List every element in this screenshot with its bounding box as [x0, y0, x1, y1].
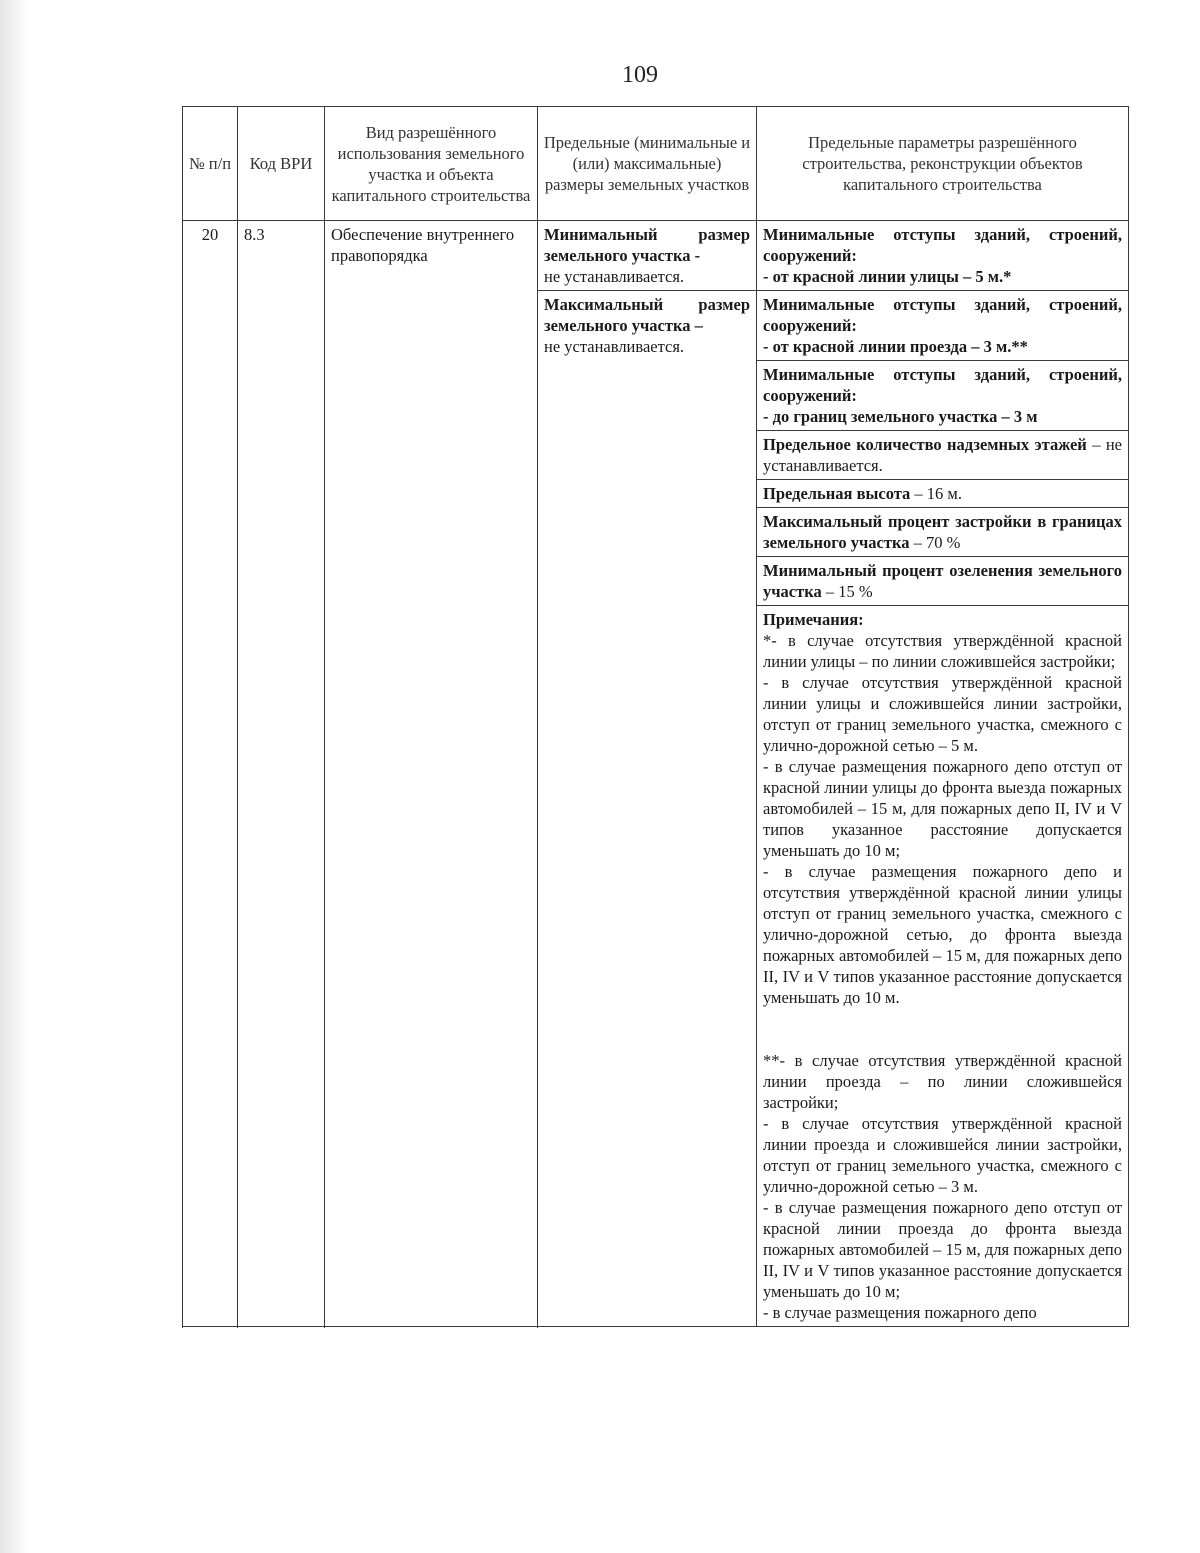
param-setback-plot-line1: Минимальные отступы зданий, строений, сооружений:: [763, 365, 1122, 405]
note-6: - в случае отсутствия утверждённой красной линии проезда и сложившейся линии застройки, отступ от границ земельного участка, смежного с улично-дорожной сетью – 3 м.: [763, 1114, 1122, 1196]
param-height-label: Предельная высота: [763, 484, 911, 503]
param-height: [757, 480, 1129, 508]
max-plot-size-title: Максимальный размер земельного участка –: [544, 295, 750, 335]
max-plot-size-cell: [538, 291, 757, 1327]
note-2: - в случае отсутствия утверждённой красной линии улицы и сложившейся линии застройки, отступ от границ земельного участка, смежного с улично-дорожной сетью – 5 м.: [763, 673, 1122, 755]
zoning-table: [182, 106, 1129, 1327]
page-number: 109: [622, 62, 658, 88]
param-coverage-label: Максимальный процент застройки в границах земельного участка: [763, 512, 1122, 552]
notes-spacer: [763, 1008, 1122, 1050]
param-greening: [757, 557, 1129, 606]
param-coverage-value: – 70 %: [909, 533, 961, 552]
param-setback-driveway-line2: - от красной линии проезда – 3 м.**: [763, 337, 1028, 356]
row-code: 8.3: [238, 221, 325, 1327]
row-use-type: Обеспечение внутреннего правопорядка: [325, 221, 538, 1327]
param-height-value: – 16 м.: [910, 484, 962, 503]
param-coverage: [757, 508, 1129, 557]
param-floors-label: Предельное количество надземных этажей: [763, 435, 1087, 454]
table-row: [183, 221, 1129, 291]
header-use-type: Вид разрешённого использования земельного участка и объекта капитального строительства: [325, 107, 538, 221]
note-4: - в случае размещения пожарного депо и отсутствия утверждённой красной линии улицы отступ от границ земельного участка, смежного с улично-дорожной сетью, до фронта выезда пожарных автомобилей – 15 м, для пожарных депо II, IV и V типов указанное расстояние допускается уменьшать до 10 м.: [763, 862, 1122, 1007]
header-build-params: Предельные параметры разрешённого строительства, реконструкции объектов капитального строительства: [757, 107, 1129, 221]
param-setback-street: [757, 221, 1129, 291]
note-8: - в случае размещения пожарного депо: [763, 1303, 1037, 1322]
table-header-row: [183, 107, 1129, 221]
scan-edge-shadow: [0, 0, 30, 1553]
max-plot-size-value: не устанавливается.: [544, 337, 685, 356]
min-plot-size-cell: [538, 221, 757, 291]
notes-title: Примечания:: [763, 610, 864, 629]
param-greening-label: Минимальный процент озеленения земельного участка: [763, 561, 1122, 601]
row-num: 20: [183, 221, 238, 1327]
note-5: **- в случае отсутствия утверждённой красной линии проезда – по линии сложившейся застройки;: [763, 1051, 1122, 1112]
header-code: Код ВРИ: [238, 107, 325, 221]
param-setback-street-line1: Минимальные отступы зданий, строений, сооружений:: [763, 225, 1122, 265]
param-setback-plot: [757, 361, 1129, 431]
param-setback-street-line2: - от красной линии улицы – 5 м.*: [763, 267, 1012, 286]
param-floors: [757, 431, 1129, 480]
header-plot-size: Предельные (минимальные и (или) максимальные) размеры земельных участков: [538, 107, 757, 221]
param-greening-value: – 15 %: [821, 582, 873, 601]
header-num: № п/п: [183, 107, 238, 221]
param-floors-value: – не устанавливается.: [763, 435, 1122, 475]
min-plot-size-title: Минимальный размер земельного участка -: [544, 225, 750, 265]
param-setback-driveway: [757, 291, 1129, 361]
note-3: - в случае размещения пожарного депо отступ от красной линии улицы до фронта выезда пожарных автомобилей – 15 м, для пожарных депо II, IV и V типов указанное расстояние допускается уменьшать до 10 м;: [763, 757, 1122, 860]
min-plot-size-value: не устанавливается.: [544, 267, 685, 286]
notes-cell: [757, 606, 1129, 1327]
note-7: - в случае размещения пожарного депо отступ от красной линии проезда до фронта выезда пожарных автомобилей – 15 м, для пожарных депо II, IV и V типов указанное расстояние допускается уменьшать до 10 м;: [763, 1198, 1122, 1301]
param-setback-plot-line2: - до границ земельного участка – 3 м: [763, 407, 1038, 426]
param-setback-driveway-line1: Минимальные отступы зданий, строений, сооружений:: [763, 295, 1122, 335]
note-1: *- в случае отсутствия утверждённой красной линии улицы – по линии сложившейся застройки;: [763, 631, 1122, 671]
